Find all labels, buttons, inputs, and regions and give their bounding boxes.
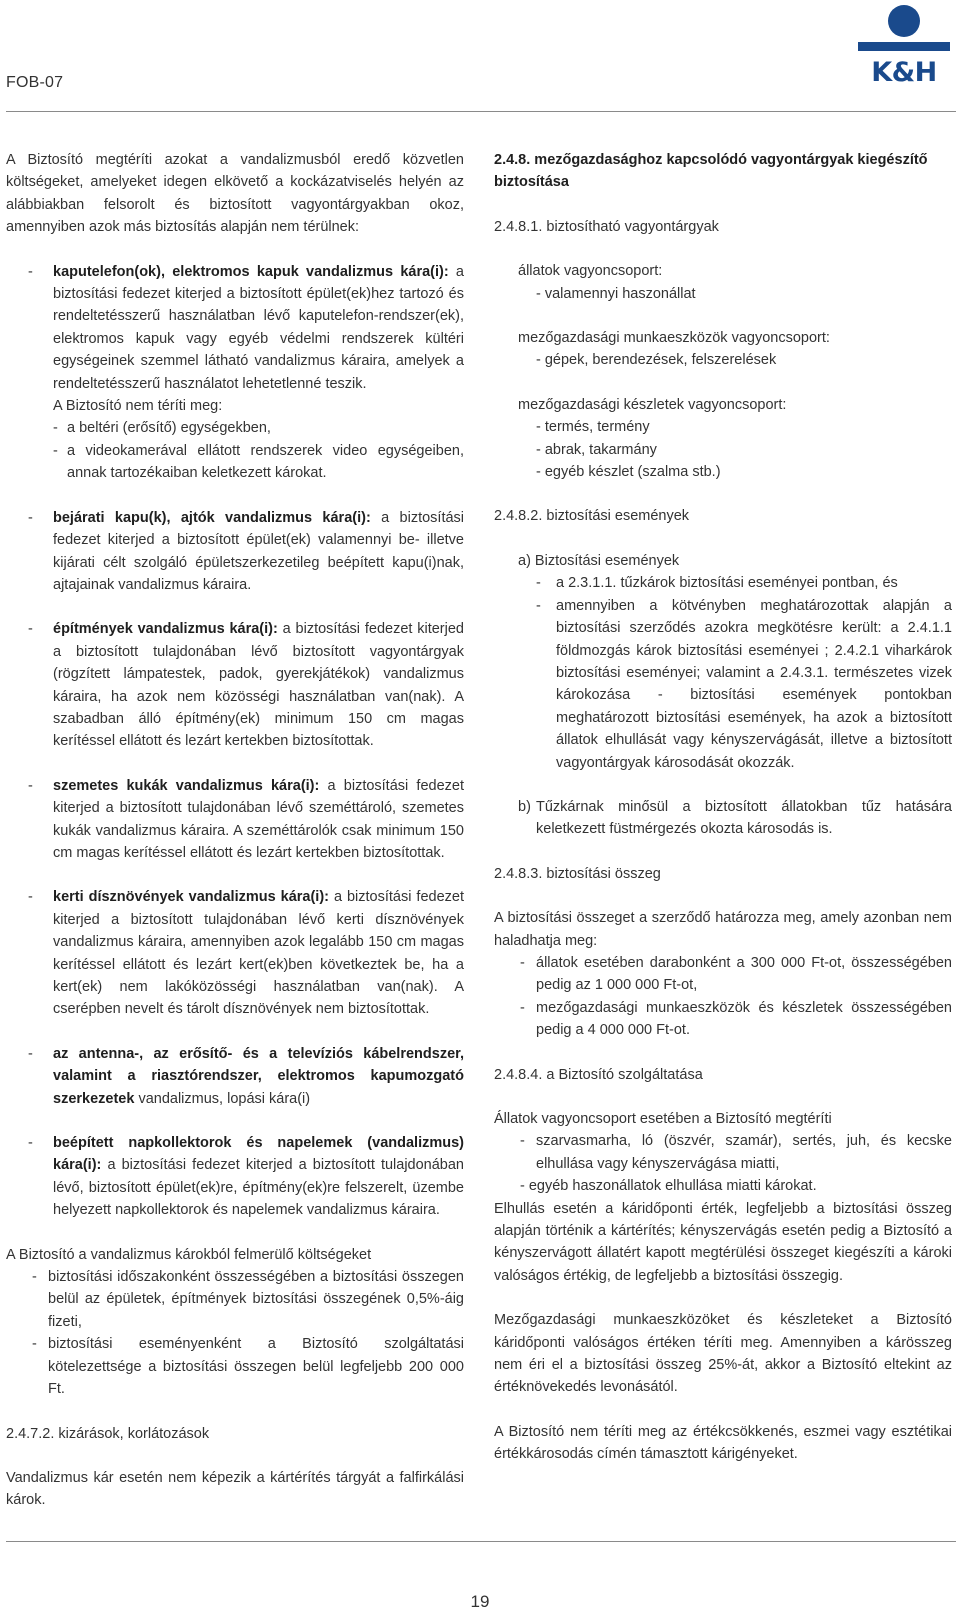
section-heading: 2.4.7.2. kizárások, korlátozások bbox=[6, 1425, 210, 1442]
item-heading: az antenna-, az erősítő- és a televíziós kábelrendszer, valamint a riasztórendszer, elektromos kapumozgató szerkezetek bbox=[53, 1045, 464, 1107]
list-item: - beépített napkollektorok és napelemek (vandalizmus) kára(i): a biztosítási fedezet kiterjed a biztosított tulajdonában lévő, biztosított épület(ek)re, építmény(ek)re felszerelt, üzembe helyezett napkollektorok és napelemek vandalizmus káraira. bbox=[28, 1135, 464, 1219]
list-item: - kerti dísznövények vandalizmus kára(i): a biztosítási fedezet kiterjed a biztosított tulajdonában lévő kerti dísznövények vandalizmus káraira, amennyiben azok legalább 150 cm magas kerítéssel ellátott és lezárt kert(ek)ben következtek be, ha a kert(ek) nem lakóközösségi használatban van(nak). A cserépben nevelt és tárolt dísznövények nem biztosítottak. bbox=[28, 889, 464, 1018]
right-column bbox=[494, 149, 952, 1466]
cost-item: - biztosítási időszakonként összességében a biztosítási összegen belül az épületek, építmények biztosítási összegének 0,5%-áig fizeti, bbox=[32, 1269, 464, 1330]
group-item: - valamennyi haszonállat bbox=[536, 285, 696, 302]
asset-group bbox=[494, 394, 952, 484]
item-text: a biztosítási fedezet kiterjed a biztosított tulajdonában lévő biztosított vagyontárgyak (rögzített lámpatestek, padok, gyerekjátékok) vandalizmus káraira, ha azok nem közösségi használatban van(nak). A szabadban álló építmény(ek) minimum 150 cm magas kerítéssel ellátott és lezárt kertekben biztosítottak. bbox=[53, 621, 464, 750]
kh-logo bbox=[852, 4, 956, 88]
service-paragraph: Mezőgazdasági munkaeszközöket és készleteket a Biztosító káridőponti valóságos értéken téríti meg. Amennyiben a kárösszeg nem éri el a biztosítási összeg 25%-át, akkor a Biztosító eltekint az értéknövekedés levonásától. bbox=[494, 1312, 952, 1396]
group-item: - egyéb készlet (szalma stb.) bbox=[536, 464, 721, 481]
section-heading: 2.4.8.1. biztosítható vagyontárgyak bbox=[494, 218, 719, 235]
asset-group bbox=[494, 327, 952, 372]
service-intro: Állatok vagyoncsoport esetében a Biztosító megtéríti bbox=[494, 1111, 832, 1127]
item-heading: bejárati kapu(k), ajtók vandalizmus kára(i): bbox=[53, 509, 371, 526]
event-item: - amennyiben a kötvényben meghatározottak alapján a biztosítási szerződés azokra megkötésre került: a 2.4.1.1 földmozgás károk biztosítási eseményei ; 2.4.2.1 viharkárok biztosítási eseményei; valamint a 2.4.3.1. természetes vizek károkozása - biztosítási események pontokban meghatározott biztosítási események, ha azok a biztosított állatok elhullását vagy kényszervágását, illetve a biztosított vagyontárgyak károsodását okozzák. bbox=[536, 597, 952, 771]
service-item: - szarvasmarha, ló (öszvér, szamár), sertés, juh, és kecske elhullása vagy kényszervágása miatti, bbox=[520, 1133, 952, 1172]
group-item: - termés, termény bbox=[536, 419, 650, 436]
sum-paragraph: A biztosítási összeget a szerződő határozza meg, amely azonban nem haladhatja meg: bbox=[494, 910, 952, 949]
intro-paragraph: A Biztosító megtéríti azokat a vandalizmusból eredő közvetlen költségeket, amelyeket idegen elkövető a kockázatviselés helyén az alábbiakban felsorolt és biztosított vagyontárgyakban okoz, amennyiben azok más biztosítás alapján nem térülnek: bbox=[6, 152, 464, 236]
service-item: - egyéb haszonállatok elhullása miatti károkat. bbox=[520, 1178, 817, 1195]
footer-divider bbox=[6, 1541, 956, 1542]
events-b: b) Tűzkárnak minősül a biztosított állatokban tűz hatására keletkezett füstmérgezés okozta károsodás is. bbox=[518, 798, 952, 838]
item-text: vandalizmus, lopási kára(i) bbox=[134, 1090, 311, 1107]
section-title: 2.4.8. mezőgazdasághoz kapcsolódó vagyontárgyak kiegészítő biztosítása bbox=[494, 152, 928, 191]
item-heading: kaputelefon(ok), elektromos kapuk vandalizmus kára(i): bbox=[53, 263, 449, 280]
group-title: állatok vagyoncsoport: bbox=[518, 263, 663, 280]
item-text: a biztosítási fedezet kiterjed a biztosított épület(ek) valamennyi be- illetve kijárati célt szolgáló épületszerkezetileg beépített kapu(i)nak, ajtajainak vandalizmus káraira. bbox=[53, 509, 465, 593]
list-item: - építmények vandalizmus kára(i): a biztosítási fedezet kiterjed a biztosított tulajdonában lévő biztosított vagyontárgyak (rögzített lámpatestek, padok, gyerekjátékok) vandalizmus káraira, ha azok nem közösségi használatban van(nak). A szabadban álló építmény(ek) minimum 150 cm magas kerítéssel ellátott és lezárt kertekben biztosítottak. bbox=[28, 621, 464, 750]
sub-item: - a beltéri (erősítő) egységekben, bbox=[53, 420, 271, 437]
left-column bbox=[6, 149, 464, 1512]
logo-mark-icon bbox=[852, 4, 956, 58]
sum-item: - állatok esetében darabonként a 300 000 Ft-ot, összességében pedig az 1 000 000 Ft-ot, bbox=[520, 954, 952, 994]
group-title: mezőgazdasági munkaeszközök vagyoncsoport: bbox=[518, 330, 830, 347]
section-heading: 2.4.8.4. a Biztosító szolgáltatása bbox=[494, 1066, 703, 1083]
item-heading: szemetes kukák vandalizmus kára(i): bbox=[53, 777, 320, 794]
list-item: - bejárati kapu(k), ajtók vandalizmus kára(i): a biztosítási fedezet kiterjed a biztosított épület(ek) valamennyi be- illetve kijárati célt szolgáló épületszerkezetileg beépített kapu(i)nak, ajtajainak vandalizmus káraira. bbox=[28, 509, 465, 593]
list-item: - szemetes kukák vandalizmus kára(i): a biztosítási fedezet kiterjed a biztosított tulajdonában lévő szeméttároló, szemetes kukák vandalizmus káraira. A szeméttárolók csak minimum 150 cm magas kerítéssel ellátott és lezárt kertekben biztosítottak. bbox=[28, 777, 464, 861]
document-code: FOB-07 bbox=[6, 74, 64, 91]
sub-item: - a videokamerával ellátott rendszerek video egységeiben, annak tartozékaiban keletkezett károkat. bbox=[53, 442, 464, 482]
group-item: - gépek, berendezések, felszerelések bbox=[536, 352, 777, 369]
item-heading: kerti dísznövények vandalizmus kára(i): bbox=[53, 889, 329, 906]
list-item: - kaputelefon(ok), elektromos kapuk vandalizmus kára(i): a biztosítási fedezet kiterjed a biztosított épület(ek)hez tartozó és rendeltetésszerű használatban lévő kaputelefon-rendszer(ek), elektromos kapuk vagy egyéb védelmi rendszerek kültéri egységeinek szemmel látható vandalizmus káraira, amelyek a rendeltetésszerű használatot lehetetlenné teszik. A Biztosító nem téríti meg: - a beltéri (erősítő) egységekben, - a videokamerával ellátott rendszerek video egységeiben, annak tartozékaiban keletkezett károkat. bbox=[6, 261, 464, 485]
asset-group bbox=[494, 260, 952, 305]
logo-wordmark: K&H bbox=[871, 57, 937, 88]
cost-item: - biztosítási eseményenként a Biztosító szolgáltatási kötelezettsége a biztosítási összegen belül legfeljebb 200 000 Ft. bbox=[32, 1336, 464, 1398]
item-heading: építmények vandalizmus kára(i): bbox=[53, 621, 278, 638]
section-heading: 2.4.8.3. biztosítási összeg bbox=[494, 865, 661, 882]
item-text: a biztosítási fedezet kiterjed a biztosított épület(ek)hez tartozó és rendeltetésszerű használatban lévő kaputelefon-rendszer(ek), elektromos kapuk vagy egyéb védelmi rendszerek kültéri egységeinek szemmel látható vandalizmus káraira, amelyek a rendeltetésszerű használatot lehetetlenné teszik. bbox=[53, 263, 464, 392]
sum-item: - mezőgazdasági munkaeszközök és készletek összességében pedig a 4 000 000 Ft-ot. bbox=[520, 999, 952, 1039]
group-item: - abrak, takarmány bbox=[536, 441, 657, 458]
service-paragraph: Elhullás esetén a káridőponti érték, legfeljebb a biztosítási összeg alapján történik a kártérítés; kényszervágás esetén pedig a Biztosító a kényszervágott állatért kapott megtérülési összeget kiegészíti a károki valóságos értékig, de legfeljebb a biztosítási összegig. bbox=[494, 1200, 952, 1284]
item-extra: A Biztosító nem téríti meg: bbox=[53, 398, 223, 415]
group-title: mezőgazdasági készletek vagyoncsoport: bbox=[518, 396, 787, 413]
events-a-label: a) Biztosítási események bbox=[518, 552, 680, 569]
item-heading: beépített napkollektorok és napelemek (vandalizmus) kára(i): bbox=[53, 1135, 464, 1174]
section-heading: 2.4.8.2. biztosítási események bbox=[494, 508, 690, 525]
list-item: - az antenna-, az erősítő- és a televíziós kábelrendszer, valamint a riasztórendszer, elektromos kapumozgató szerkezetek vandalizmus, lopási kára(i) bbox=[28, 1045, 464, 1107]
exclusion-paragraph: Vandalizmus kár esetén nem képezik a kártérítés tárgyát a falfirkálási károk. bbox=[6, 1469, 464, 1509]
service-paragraph: A Biztosító nem téríti meg az értékcsökkenés, eszmei vagy esztétikai értékkárosodás címén támasztott kárigényeket. bbox=[494, 1423, 952, 1463]
header-divider bbox=[6, 111, 956, 112]
item-text: a biztosítási fedezet kiterjed a biztosított tulajdonában lévő, biztosított épület(ek)re, építmény(ek)re felszerelt, üzembe helyezett napkollektorok és napelemek vandalizmus káraira. bbox=[53, 1157, 464, 1219]
page-number: 19 bbox=[470, 1592, 490, 1611]
event-item: - a 2.3.1.1. tűzkárok biztosítási eseményei pontban, és bbox=[536, 575, 898, 592]
item-text: a biztosítási fedezet kiterjed a biztosított tulajdonában lévő szeméttároló, szemetes kukák vandalizmus káraira. A szeméttárolók csak minimum 150 cm magas kerítéssel ellátott és lezárt kertekben biztosítottak. bbox=[53, 777, 464, 861]
cost-intro: A Biztosító a vandalizmus károkból felmerülő költségeket bbox=[6, 1246, 372, 1263]
item-text: a biztosítási fedezet kiterjed a biztosított tulajdonában lévő kerti dísznövények vandalizmus káraira, amennyiben azok legalább 150 cm magas kerítéssel ellátott és lezárt kert(ek)ben következtek be, ha a kert(ek) nem lakóközösségi használatban van(nak). A cserépben nevelt és tárolt dísznövények nem biztosítottak. bbox=[53, 889, 464, 1018]
